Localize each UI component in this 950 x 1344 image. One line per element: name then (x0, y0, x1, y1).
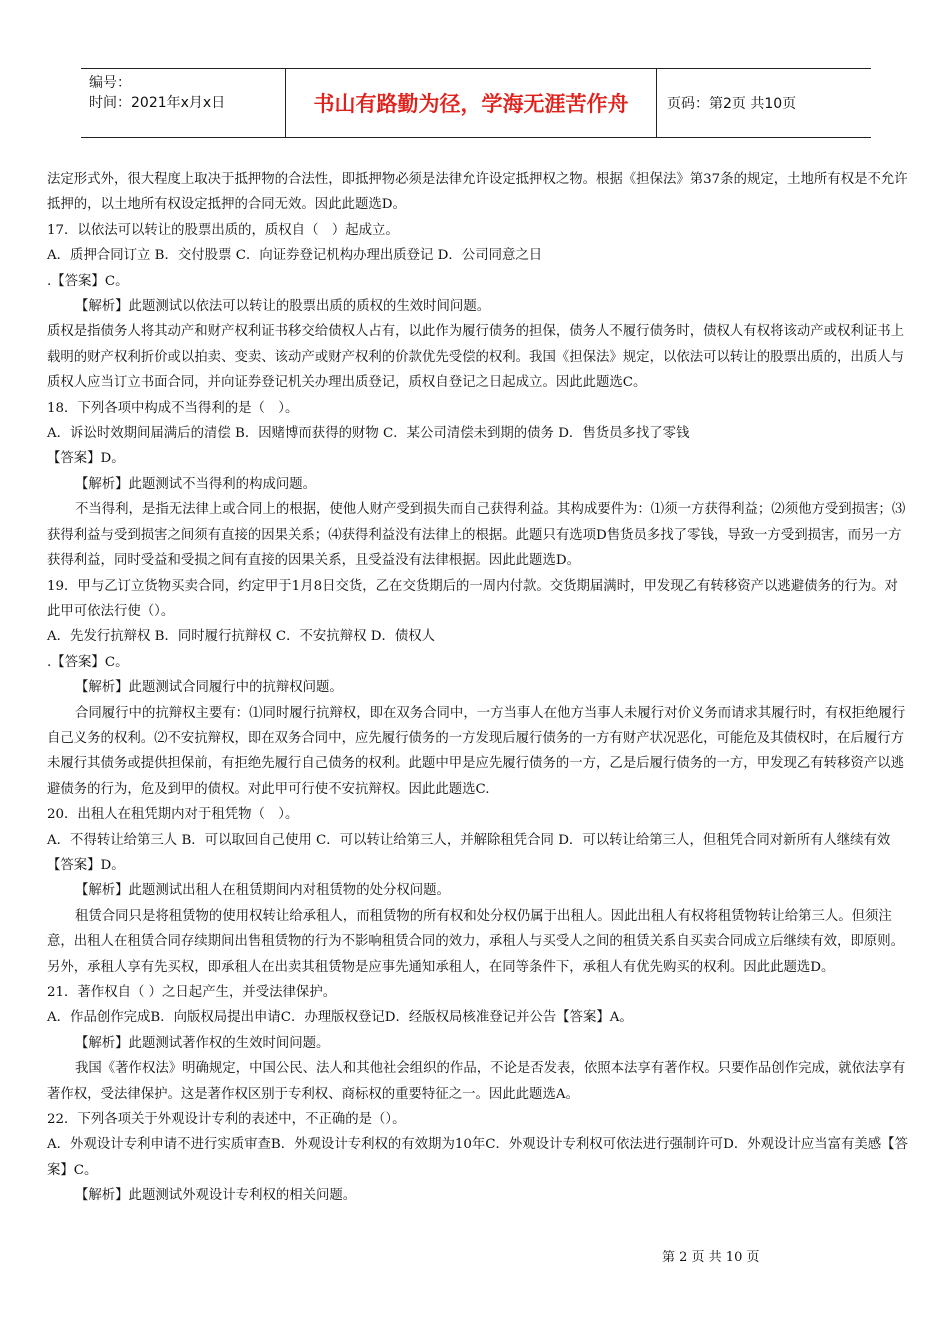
question-22: 22．下列各项关于外观设计专利的表述中，不正确的是（）。 (47, 1112, 406, 1128)
answer-17: .【答案】C。 (47, 273, 129, 289)
analysis-18: 【解析】此题测试不当得利的构成问题。 (75, 476, 317, 492)
question-21: 21．著作权自（ ）之日起产生，并受法律保护。 (47, 985, 337, 1000)
page-header (81, 68, 871, 138)
analysis-20: 【解析】此题测试出租人在租赁期间内对租赁物的处分权问题。 (75, 883, 450, 899)
explanation-17: 质权是指债务人将其动产和财产权利证书移交给债权人占有，以此作为履行债务的担保，债务人不履行债务时，债权人有权将该动产或权利证书上载明的财产权利折价或以拍卖、变卖、该动产或财产权利的价款优先受偿的权利。我国《担保法》规定，以依法可以转让的股票出质的，出质人与质权人应当订立书面合同，并向证券登记机关办理出质登记，质权自登记之日起成立。因此此题选C。 (47, 324, 904, 391)
document-body (47, 167, 909, 1209)
analysis-19: 【解析】此题测试合同履行中的抗辩权问题。 (75, 680, 343, 696)
options-22: A．外观设计专利申请不进行实质审查B．外观设计专利权的有效期为10年C．外观设计专利权可依法进行强制许可D．外观设计应当富有美感【答案】C。 (47, 1137, 908, 1178)
header-page-info: 页码：第2页 共10页 (667, 96, 797, 112)
document-number-label: 编号： (89, 75, 131, 91)
options-17: A．质押合同订立 B．交付股票 C．向证券登记机构办理出质登记 D．公司同意之日 (47, 248, 543, 264)
page-footer: 第 2 页 共 10 页 (662, 1250, 760, 1265)
header-meta (81, 69, 285, 137)
question-20: 20．出租人在租凭期内对于租凭物（ ）。 (47, 807, 299, 823)
analysis-21: 【解析】此题测试著作权的生效时间问题。 (75, 1035, 330, 1051)
answer-18: 【答案】D。 (47, 451, 125, 467)
explanation-21: 我国《著作权法》明确规定，中国公民、法人和其他社会组织的作品，不论是否发表，依照本法享有著作权。只要作品创作完成，就依法享有著作权，受法律保护。这是著作权区别于专利权、商标权的重要特征之一。因此此题选A。 (47, 1061, 906, 1102)
options-18: A．诉讼时效期间届满后的清偿 B．因赌博而获得的财物 C．某公司清偿未到期的债务 D．售货员多找了零钱 (47, 426, 690, 442)
explanation-19: 合同履行中的抗辩权主要有：⑴同时履行抗辩权，即在双务合同中，一方当事人在他方当事人未履行对价义务而请求其履行时，有权拒绝履行自己义务的权利。⑵不安抗辩权，即在双务合同中，应先履行债务的一方发现后履行债务的一方有财产状况恶化，可能危及其债权时，在后履行方未履行其债务或提供担保前，有拒绝先履行自己债务的权利。此题中甲是应先履行债务的一方，乙是后履行债务的一方，甲发现乙有转移资产以逃避债务的行为，危及到甲的债权。对此甲可行使不安抗辩权。因此此题选C. (47, 705, 906, 797)
header-motto: 书山有路勤为径，学海无涯苦作舟 (285, 69, 657, 137)
question-17: 17．以依法可以转让的股票出质的，质权自（ ）起成立。 (47, 222, 399, 238)
options-19: A．先发行抗辩权 B．同时履行抗辩权 C．不安抗辩权 D．债权人 (47, 629, 436, 645)
answer-19: .【答案】C。 (47, 654, 129, 670)
analysis-17: 【解析】此题测试以依法可以转让的股票出质的质权的生效时间问题。 (75, 299, 491, 315)
analysis-22: 【解析】此题测试外观设计专利权的相关问题。 (75, 1188, 357, 1204)
question-18: 18．下列各项中构成不当得利的是（ ）。 (47, 400, 299, 416)
options-20: A．不得转让给第三人 B．可以取回自己使用 C．可以转让给第三人，并解除租凭合同 D．可以转让给第三人，但租凭合同对新所有人继续有效 【答案】D。 (47, 832, 891, 873)
paragraph: 法定形式外，很大程度上取决于抵押物的合法性，即抵押物必须是法律允许设定抵押权之物。根据《担保法》第37条的规定，土地所有权是不允许抵押的，以土地所有权设定抵押的合同无效。因此此题选D。 (47, 172, 908, 213)
explanation-18: 不当得利，是指无法律上或合同上的根据，使他人财产受到损失而自己获得利益。其构成要件为：⑴须一方获得利益；⑵须他方受到损害；⑶获得利益与受到损害之间须有直接的因果关系；⑷获得利益没有法律上的根据。此题只有选项D售货员多找了零钱，导致一方受到损害，而另一方获得利益，同时受益和受损之间有直接的因果关系，且受益没有法律根据。因此此题选D。 (47, 502, 906, 569)
options-21: A．作品创作完成B．向版权局提出申请C．办理版权登记D．经版权局核准登记并公告【答案】A。 (47, 1010, 633, 1026)
question-19: 19．甲与乙订立货物买卖合同，约定甲于1月8日交货，乙在交货期后的一周内付款。交货期届满时，甲发现乙有转移资产以逃避债务的行为。对此甲可依法行使（）。 (47, 578, 898, 619)
document-time-label: 时间：2021年x月x日 (89, 95, 226, 111)
explanation-20: 租赁合同只是将租赁物的使用权转让给承租人，而租赁物的所有权和处分权仍属于出租人。因此出租人有权将租赁物转让给第三人。但须注意，出租人在租赁合同存续期间出售租赁物的行为不影响租赁合同的效力，承租人与买受人之间的租赁关系自买卖合同成立后继续有效，即原则。另外，承租人享有先买权，即承租人在出卖其租赁物是应事先通知承租人，在同等条件下，承租人有优先购买的权利。因此此题选D。 (47, 908, 904, 975)
